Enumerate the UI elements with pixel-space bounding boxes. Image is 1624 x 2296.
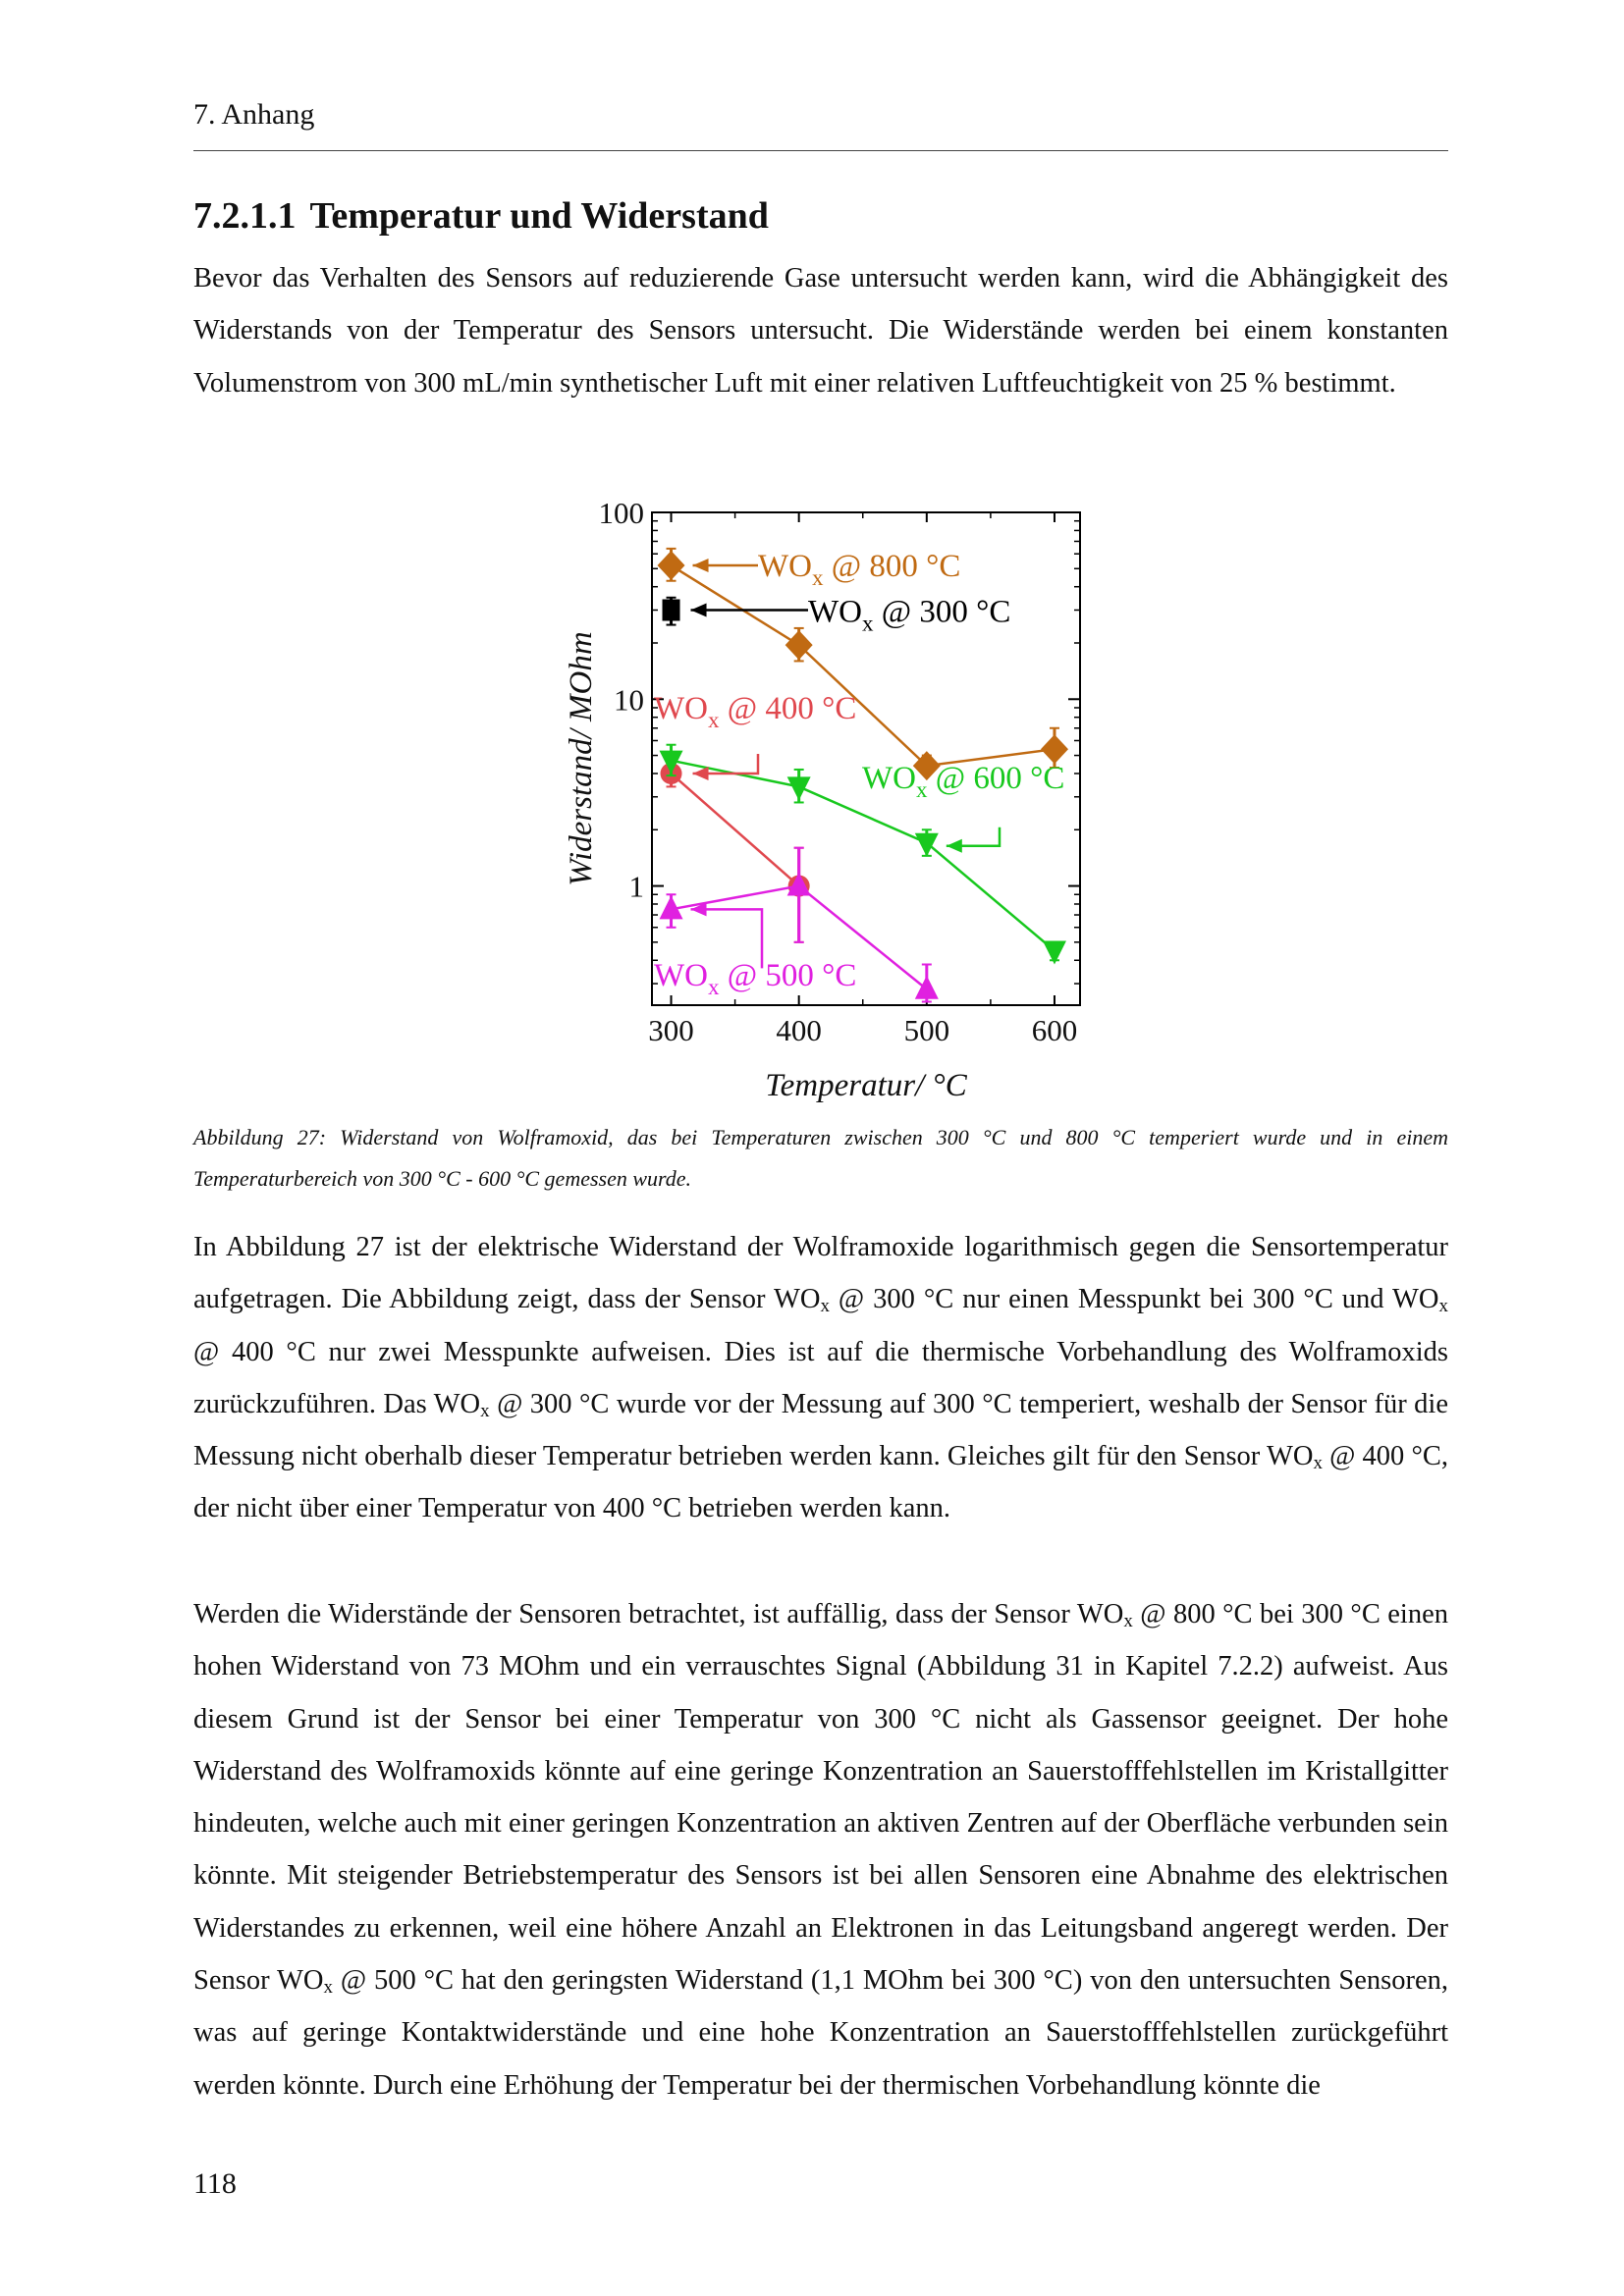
intro-paragraph: Bevor das Verhalten des Sensors auf reduzierende Gase untersucht werden kann, wird die Abhängigkeit des Widerstands von der Temperatur des Sensors untersucht. Die Widerstände werden bei einem konstanten Volumenstrom von 300 mL/min synthetischer Luft mit einer relativen Luftfeuchtigkeit von 25 % bestimmt. — [193, 263, 1448, 399]
section-heading — [193, 194, 769, 238]
subscript: x — [480, 1400, 490, 1421]
discussion-paragraph-1 — [193, 1221, 1448, 1535]
series-annotation — [654, 958, 856, 999]
data-point — [663, 599, 680, 620]
resistance-temperature-chart — [530, 483, 1119, 1111]
page-number: 118 — [193, 2167, 237, 2200]
series-annotation — [654, 691, 856, 732]
text-run: In Abbildung 27 ist der elektrische Widerstand der Wolframoxide logarithmisch gegen die Sensortemperatur aufgetragen. Die Abbildung zeigt, dass der Sensor WO — [193, 1232, 1448, 1315]
data-point — [915, 976, 939, 999]
data-point — [658, 551, 685, 580]
y-tick-label: 1 — [628, 869, 644, 904]
figure-27 — [530, 483, 1119, 1111]
annotation-text: @ 800 °C — [823, 549, 961, 585]
annotation-arrowhead — [693, 559, 709, 572]
annotation-text: @ 600 °C — [927, 761, 1065, 796]
annotation-text: @ 300 °C — [873, 594, 1011, 630]
subscript: x — [1438, 1296, 1448, 1317]
data-point — [1041, 734, 1068, 764]
series-annotation — [808, 594, 1010, 635]
subscript: x — [820, 1296, 830, 1317]
x-tick-label: 500 — [903, 1013, 950, 1047]
header-rule — [193, 150, 1448, 151]
annotation-text: WO — [654, 958, 708, 993]
text-run: @ 400 °C, der nicht über einer Temperatur von 400 °C betrieben werden kann. — [193, 1441, 1448, 1524]
annotation-subscript: x — [915, 777, 928, 802]
data-point — [1043, 941, 1066, 965]
plot-frame — [652, 512, 1080, 1005]
annotation-arrowhead — [947, 839, 962, 853]
annotation-subscript: x — [707, 708, 720, 732]
data-point — [915, 833, 939, 857]
y-tick-label: 100 — [598, 496, 644, 530]
data-point — [787, 776, 811, 800]
figure-caption: Abbildung 27: Widerstand von Wolframoxid, das bei Temperaturen zwischen 300 °C und 800 °C temperiert wurde und in einem Temperaturbereich von 300 °C - 600 °C gemessen wurde. — [193, 1125, 1448, 1191]
x-tick-label: 600 — [1031, 1013, 1078, 1047]
discussion-paragraph-2 — [193, 1588, 1448, 2111]
text-run: Werden die Widerstände der Sensoren betrachtet, ist auffällig, dass der Sensor WO — [193, 1599, 1124, 1629]
section-title: Temperatur und Widerstand — [309, 195, 769, 237]
y-axis-label: Widerstand/ MOhm — [564, 631, 599, 886]
x-axis-label: Temperatur/ °C — [765, 1068, 967, 1103]
running-header: 7. Anhang — [193, 98, 315, 131]
y-tick-label: 10 — [614, 682, 644, 718]
annotation-text: WO — [758, 549, 812, 585]
series-annotation — [758, 549, 960, 590]
annotation-text: WO — [862, 761, 916, 796]
text-run: @ 300 °C wurde vor der Messung auf 300 °C temperiert, weshalb der Sensor für die Messung nicht oberhalb dieser Temperatur betrieben werden kann. Gleiches gilt für den Sensor WO — [193, 1388, 1448, 1472]
section-number: 7.2.1.1 — [193, 195, 297, 237]
series-line — [672, 774, 799, 886]
text-run: @ 300 °C nur einen Messpunkt bei 300 °C und WO — [829, 1284, 1439, 1315]
subscript: x — [1123, 1611, 1133, 1631]
annotation-text: @ 500 °C — [719, 958, 857, 993]
annotation-text: WO — [808, 594, 862, 630]
annotation-subscript: x — [861, 611, 874, 636]
annotation-subscript: x — [811, 565, 824, 591]
text-run: @ 400 °C nur zwei Messpunkte aufweisen. Dies ist auf die thermische Vorbehandlung des Wolframoxids zurückzuführen. Das WO — [193, 1336, 1448, 1419]
x-tick-label: 300 — [648, 1013, 694, 1047]
text-run: @ 500 °C hat den geringsten Widerstand (1,1 MOhm bei 300 °C) von den untersuchten Sensoren, was auf geringe Kontaktwiderstände und eine hohe Konzentration an Sauerstofffehlstellen zurückgeführt werden könnte. Durch eine Erhöhung der Temperatur bei der thermischen Vorbehandlung könnte die — [193, 1965, 1448, 2101]
subscript: x — [323, 1977, 333, 1999]
series-annotation — [862, 761, 1064, 802]
x-tick-label: 400 — [776, 1013, 822, 1047]
subscript: x — [1313, 1453, 1323, 1474]
annotation-text: @ 400 °C — [719, 691, 857, 726]
annotation-text: WO — [654, 691, 708, 726]
annotation-arrowhead — [693, 767, 709, 780]
annotation-subscript: x — [707, 975, 720, 999]
text-run: @ 800 °C bei 300 °C einen hohen Widerstand von 73 MOhm und ein verrauschtes Signal (Abbildung 31 in Kapitel 7.2.2) aufweist. Aus diesem Grund ist der Sensor bei einer Temperatur von 300 °C nicht als Gassensor geeignet. Der hohe Widerstand des Wolframoxids könnte auf eine geringe Konzentration an Sauerstofffehlstellen im Kristallgitter hindeuten, welche auch mit einer geringen Konzentration an aktiven Zentren auf der Oberfläche verbunden sein könnte. Mit steigender Betriebstemperatur des Sensors ist bei allen Sensoren eine Abnahme des elektrischen Widerstandes zu erkennen, weil eine höhere Anzahl an Elektronen in das Leitungsband angeregt werden. Der Sensor WO — [193, 1599, 1448, 1997]
annotation-arrowhead — [691, 603, 707, 616]
